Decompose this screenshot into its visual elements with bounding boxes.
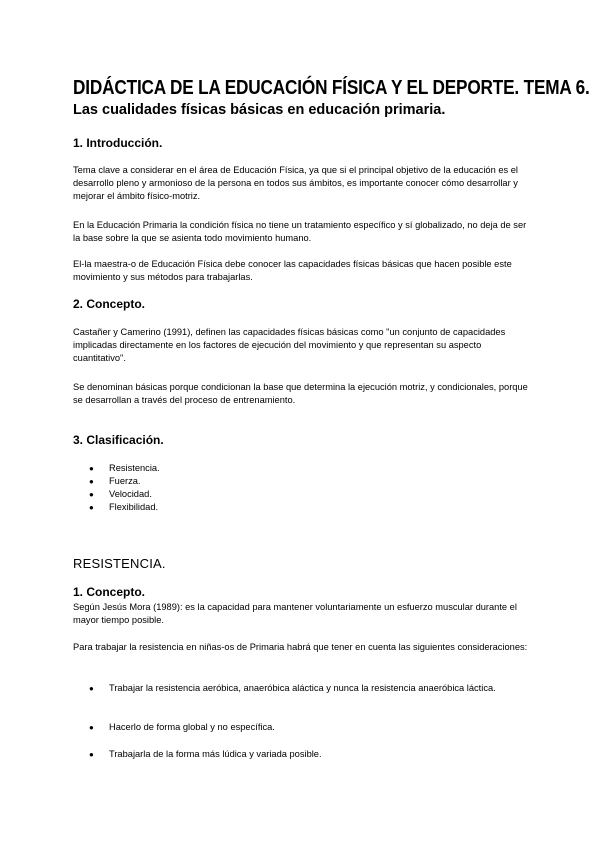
intro-paragraph-1: Tema clave a considerar en el área de Educación Física, ya que si el principal objetivo de la educación es el desarrollo pleno y armonioso de la persona en todos sus ámbitos, es importante conocer cómo desarrollar y mejorar el ámbito físico-motriz. [73,165,518,201]
bullet-icon: ● [89,684,94,693]
intro-heading: 1. Introducción. [73,136,163,150]
document-title: DIDÁCTICA DE LA EDUCACIÓN FÍSICA Y EL DEPORTE. TEMA 6. [73,77,590,99]
resistencia-paragraph-1: Según Jesús Mora (1989): es la capacidad para mantener voluntariamente un esfuerzo muscular durante el mayor tiempo posible. [73,602,517,625]
bullet-icon: ● [89,464,94,473]
concepto-paragraph-1: Castañer y Camerino (1991), definen las capacidades físicas básicas como "un conjunto de capacidades implicadas directamente en los factores de ejecución del movimiento y que representan su aspecto cuantitativo". [73,327,506,363]
list-item [73,682,533,695]
list-item-text: Fuerza. [109,476,141,486]
resistencia-heading: RESISTENCIA. [73,556,166,571]
intro-paragraph-2: En la Educación Primaria la condición física no tiene un tratamiento específico y sí globalizado, no deja de ser la base sobre la que se asienta todo movimiento humano. [73,220,527,243]
list-item [73,748,533,761]
list-item-text: Trabajar la resistencia aeróbica, anaeróbica aláctica y nunca la resistencia anaeróbica láctica. [109,683,496,693]
clasificacion-list [73,462,533,514]
list-item [73,462,533,475]
bullet-icon: ● [89,723,94,732]
concepto-heading: 2. Concepto. [73,297,146,311]
list-item [73,475,533,488]
intro-paragraph-3: El-la maestra-o de Educación Física debe conocer las capacidades físicas básicas que hacen posible este movimiento y sus métodos para trabajarlas. [73,259,512,282]
list-item [73,488,533,501]
concepto-paragraph-2: Se denominan básicas porque condicionan la base que determina la ejecución motriz, y condicionales, porque se desarrollan a través del proceso de entrenamiento. [73,382,528,405]
list-item [73,501,533,514]
list-item-text: Flexibilidad. [109,502,159,512]
bullet-icon: ● [89,750,94,759]
list-item-text: Hacerlo de forma global y no específica. [109,722,275,732]
list-item-text: Trabajarla de la forma más lúdica y variada posible. [109,749,322,759]
resistencia-paragraph-2: Para trabajar la resistencia en niñas-os de Primaria habrá que tener en cuenta las siguientes consideraciones: [73,642,528,652]
list-item-text: Velocidad. [109,489,152,499]
list-item [73,721,533,734]
bullet-icon: ● [89,503,94,512]
bullet-icon: ● [89,490,94,499]
document-subtitle: Las cualidades físicas básicas en educación primaria. [73,102,446,118]
bullet-icon: ● [89,477,94,486]
list-item-text: Resistencia. [109,463,160,473]
clasificacion-heading: 3. Clasificación. [73,433,164,447]
resistencia-concepto-heading: 1. Concepto. [73,585,146,599]
